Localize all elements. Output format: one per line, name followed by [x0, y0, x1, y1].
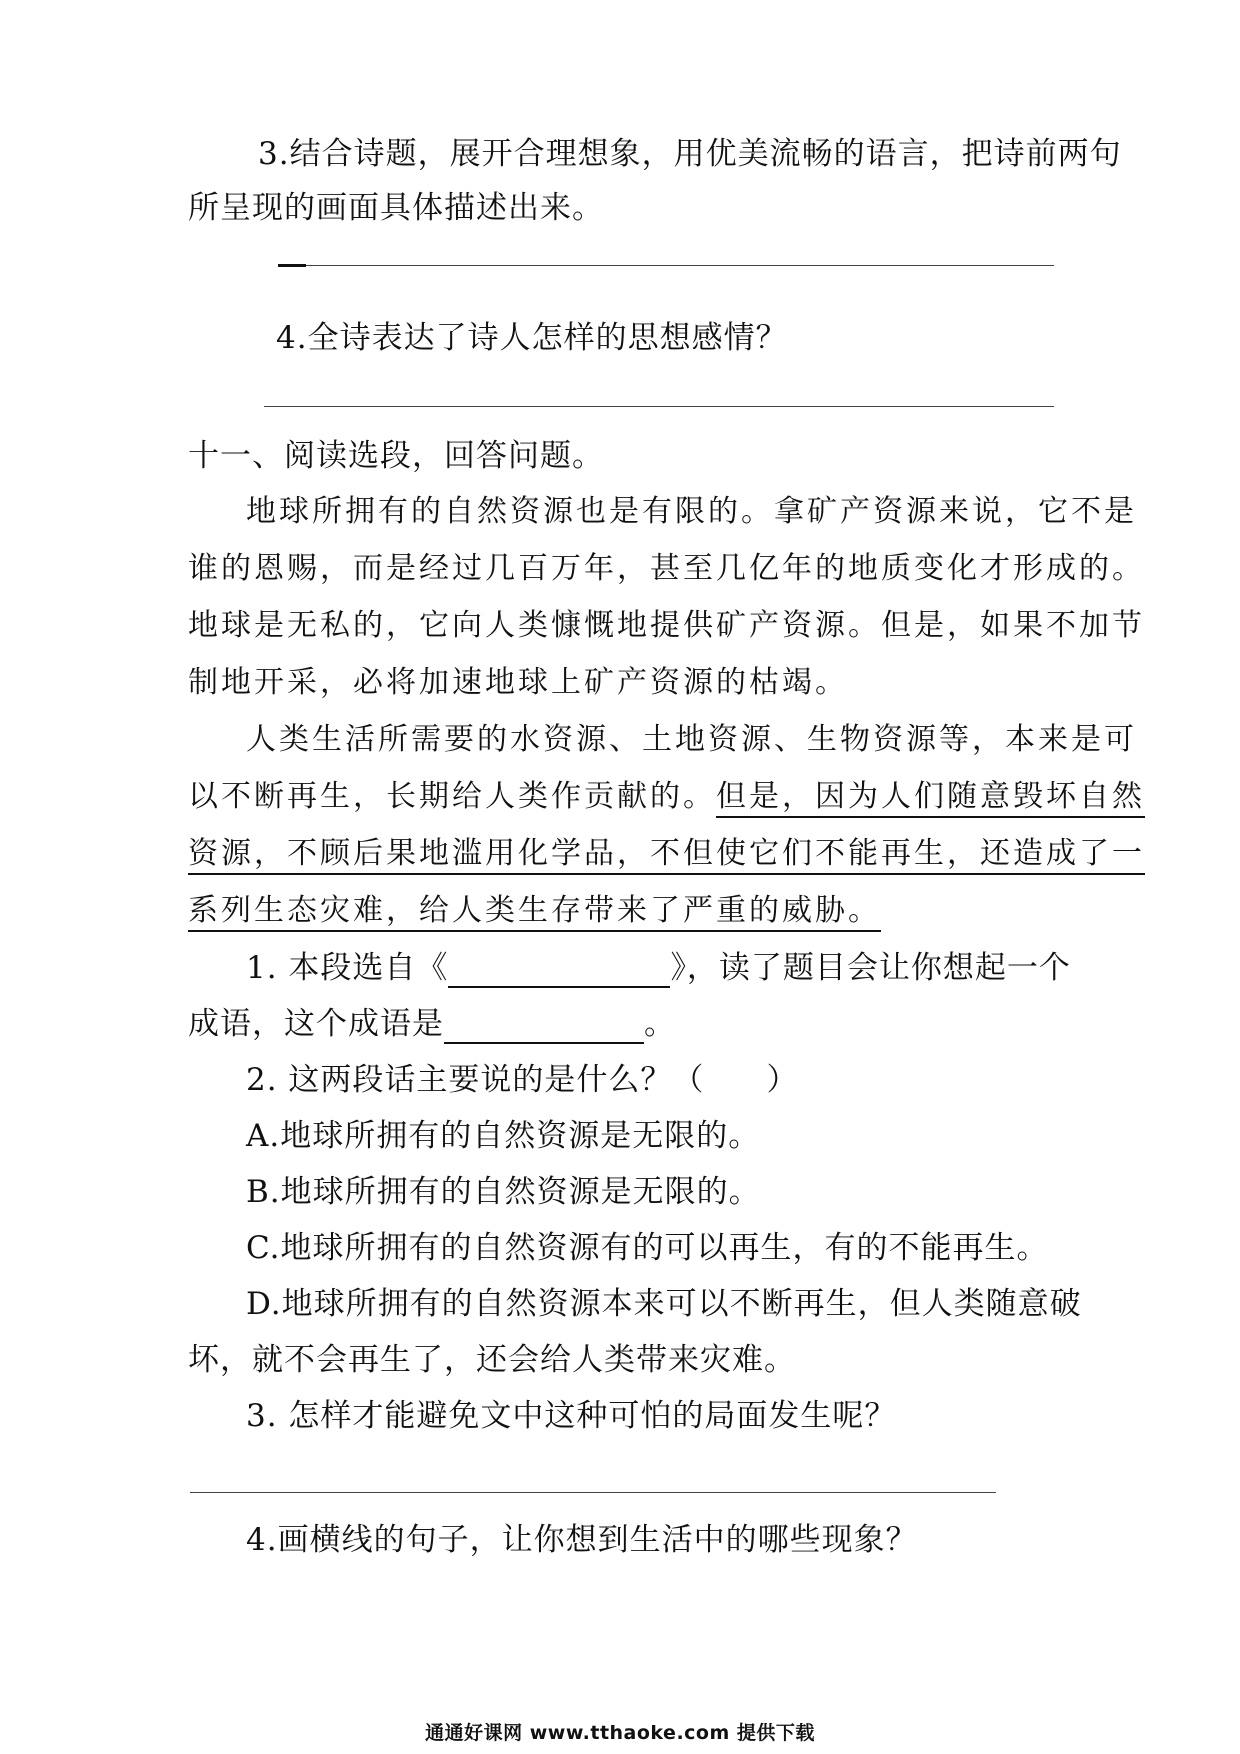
option-c: C.地球所拥有的自然资源有的可以再生，有的不能再生。 [246, 1230, 1049, 1266]
question-2-close-paren: ） [766, 1062, 799, 1098]
underlined-sentence-start: 但是，因为人们随意毁坏自然 [716, 779, 1145, 818]
option-a: A.地球所拥有的自然资源是无限的。 [246, 1118, 761, 1154]
answer-line-q3 [190, 1492, 996, 1493]
passage-p2-line2 [188, 777, 1145, 817]
question-3: 3. 怎样才能避免文中这种可怕的局面发生呢？ [246, 1398, 897, 1434]
question-2 [246, 1060, 798, 1100]
passage-p1-line4: 制地开采，必将加速地球上矿产资源的枯竭。 [188, 665, 848, 700]
question-1-text-a: 1. 本段选自《 [246, 950, 449, 986]
passage-p2-line4 [188, 891, 881, 931]
question-1-line1 [246, 948, 1071, 988]
book-title-blank[interactable] [448, 958, 670, 988]
passage-p2-line2-plain: 以不断再生，长期给人类作贡献的。 [188, 779, 716, 814]
underlined-sentence-middle: 资源，不顾后果地滥用化学品，不但使它们不能再生，还造成了一 [188, 836, 1145, 875]
passage-p1-line2: 谁的恩赐，而是经过几百万年，甚至几亿年的地质变化才形成的。 [188, 551, 1145, 586]
question-1-line2 [188, 1004, 676, 1044]
underlined-sentence-end: 系列生态灾难，给人类生存带来了严重的威胁。 [188, 893, 881, 932]
passage-p1-line3: 地球是无私的，它向人类慷慨地提供矿产资源。但是，如果不加节 [188, 608, 1145, 643]
question-4: 4.画横线的句子，让你想到生活中的哪些现象？ [246, 1522, 918, 1558]
question-2-text: 2. 这两段话主要说的是什么？（ [246, 1062, 705, 1098]
idiom-blank[interactable] [444, 1014, 644, 1044]
passage-p1-line1: 地球所拥有的自然资源也是有限的。拿矿产资源来说，它不是 [246, 494, 1137, 529]
passage-p2-line1: 人类生活所需要的水资源、土地资源、生物资源等，本来是可 [246, 722, 1137, 757]
question-1-text-b: 》，读了题目会让你想起一个 [670, 950, 1071, 986]
passage-p2-line3 [188, 834, 1145, 874]
answer-line-poem-q4 [264, 406, 1054, 407]
poem-question-4: 4.全诗表达了诗人怎样的思想感情？ [276, 320, 788, 356]
poem-question-3-line2: 所呈现的画面具体描述出来。 [188, 190, 604, 226]
question-1-text-c: 成语，这个成语是 [188, 1006, 444, 1042]
footer-source-note: 通通好课网 www.tthaoke.com 提供下载 [425, 1722, 815, 1744]
poem-question-3-line1: 3.结合诗题，展开合理想象，用优美流畅的语言，把诗前两句 [258, 136, 1122, 172]
answer-line-poem-q3 [278, 265, 1054, 266]
section-heading: 十一、阅读选段，回答问题。 [188, 438, 604, 474]
option-b: B.地球所拥有的自然资源是无限的。 [246, 1174, 761, 1210]
option-d-line2: 坏，就不会再生了，还会给人类带来灾难。 [188, 1342, 796, 1378]
option-d-line1: D.地球所拥有的自然资源本来可以不断再生，但人类随意破 [246, 1286, 1082, 1322]
question-1-text-d: 。 [644, 1006, 676, 1042]
